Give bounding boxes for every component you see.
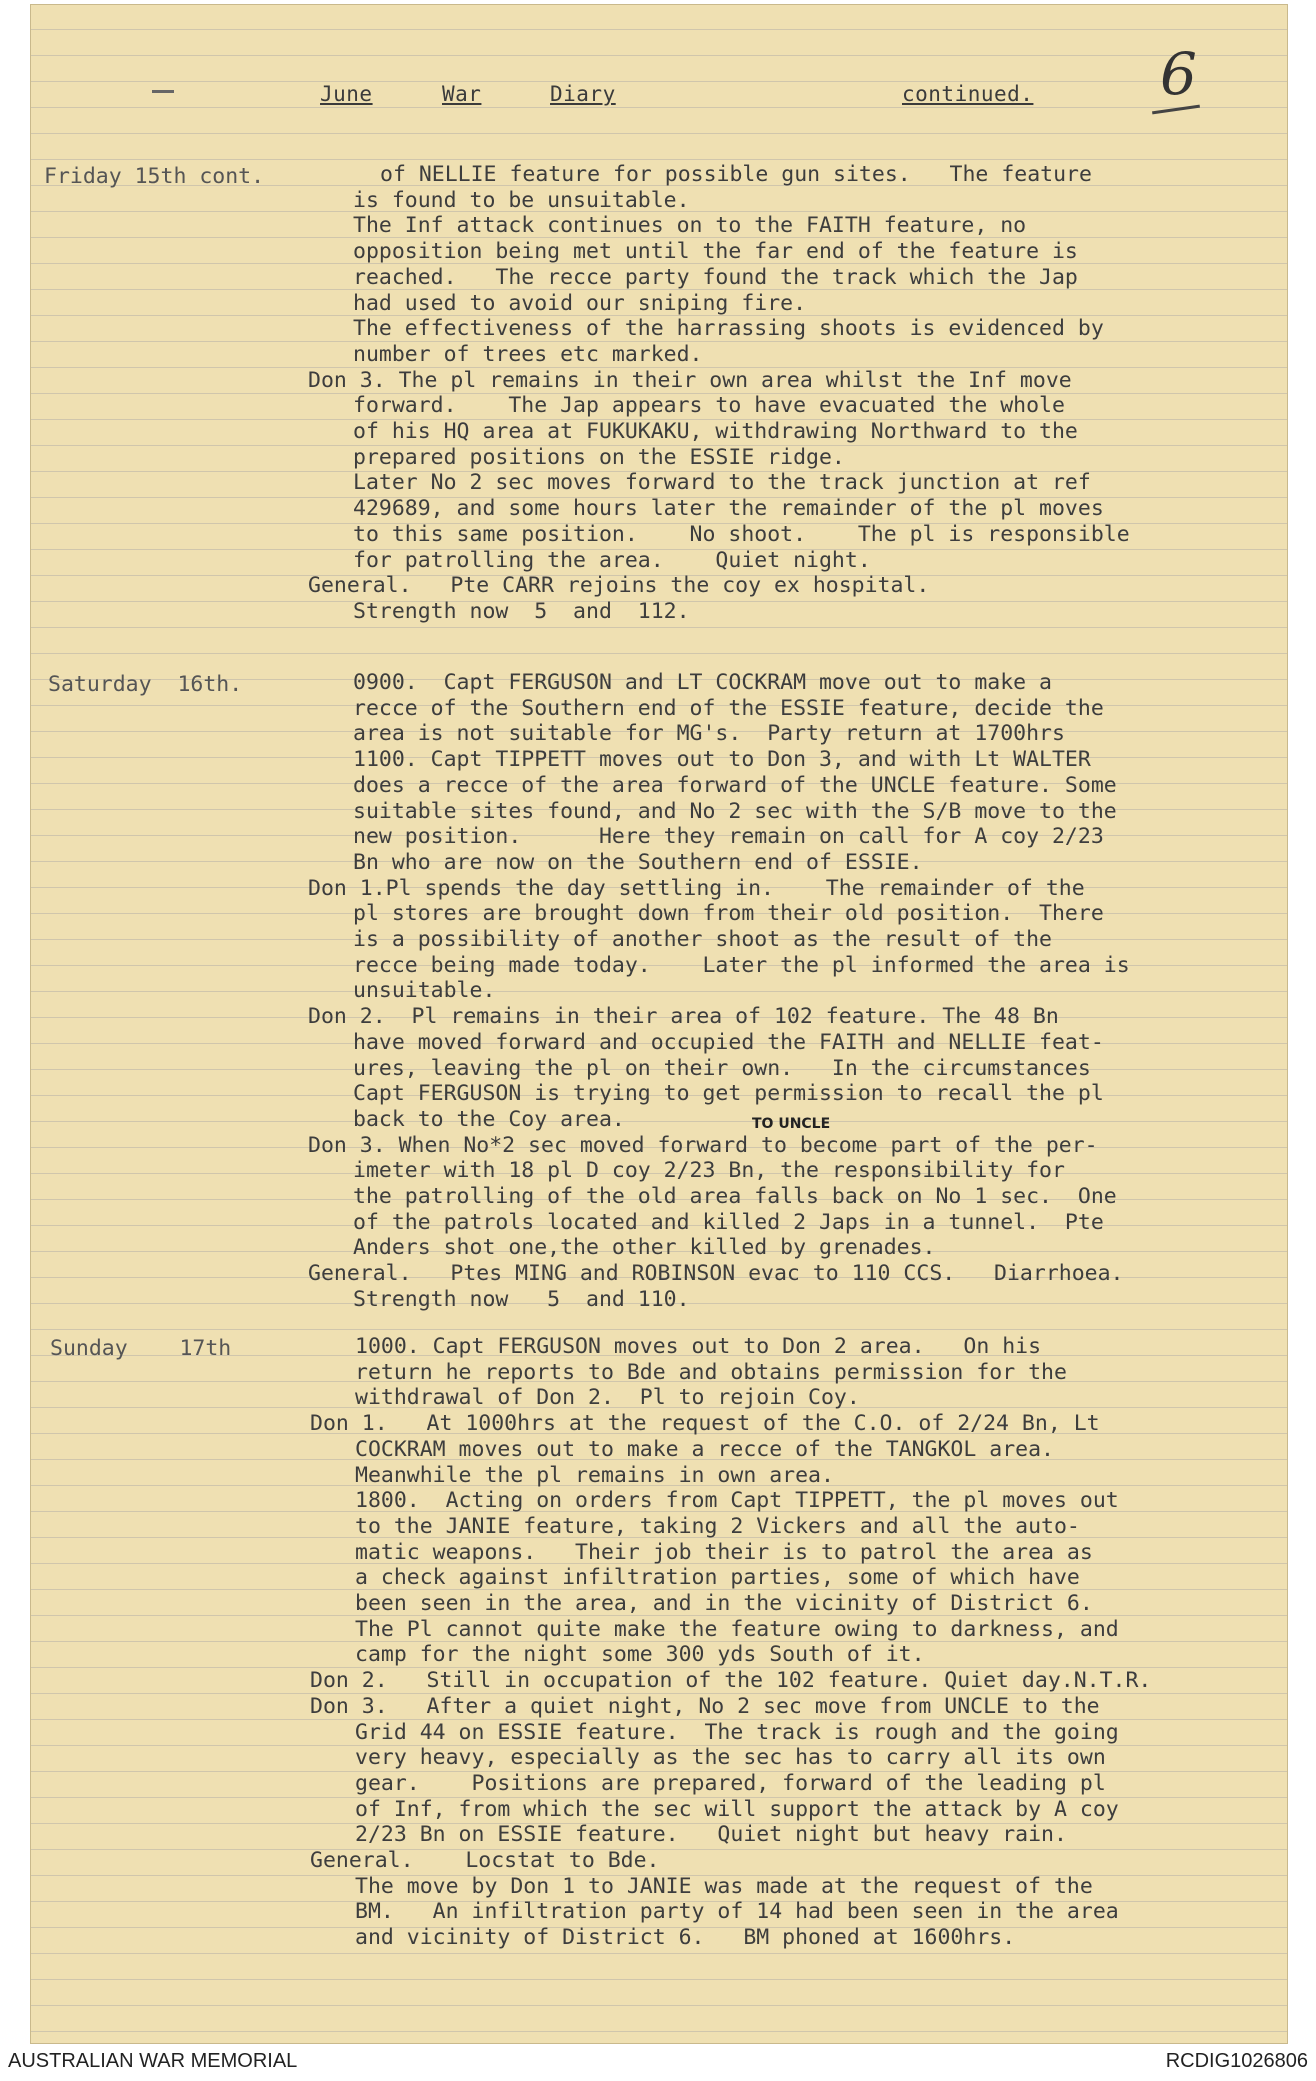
day-label-sunday: Sunday 17th bbox=[50, 1336, 232, 1361]
diary-line: the patrolling of the old area falls back on No 1 sec. One bbox=[353, 1184, 1117, 1209]
header-continued: continued. bbox=[902, 82, 1034, 106]
diary-line: a check against infiltration parties, some of which have bbox=[355, 1565, 1080, 1591]
day-label-saturday: Saturday 16th. bbox=[48, 672, 243, 697]
diary-line: withdrawal of Don 2. Pl to rejoin Coy. bbox=[355, 1385, 860, 1411]
diary-line: The Inf attack continues on to the FAITH feature, no bbox=[353, 213, 1027, 239]
diary-line: to the JANIE feature, taking 2 Vickers and all the auto- bbox=[355, 1513, 1080, 1539]
diary-line: ures, leaving the pl on their own. In the circumstances bbox=[353, 1055, 1091, 1081]
diary-line: suitable sites found, and No 2 sec with the S/B move to the bbox=[353, 798, 1117, 824]
diary-line: unsuitable. bbox=[353, 978, 496, 1004]
diary-line: Strength now 5 and 112. bbox=[353, 598, 690, 624]
header-war: War bbox=[442, 82, 482, 106]
diary-line: have moved forward and occupied the FAITH and NELLIE feat- bbox=[353, 1029, 1104, 1055]
diary-line: to this same position. No shoot. The pl is responsible bbox=[353, 521, 1130, 547]
margin-dash-mark bbox=[152, 90, 174, 93]
diary-line: COCKRAM moves out to make a recce of the TANGKOL area. bbox=[355, 1436, 1054, 1462]
diary-line: The move by Don 1 to JANIE was made at the request of the bbox=[355, 1873, 1093, 1899]
page-number: 6 bbox=[1160, 40, 1197, 108]
diary-line: 1800. Acting on orders from Capt TIPPETT, the pl moves out bbox=[355, 1488, 1119, 1514]
diary-line: and vicinity of District 6. BM phoned at 1600hrs. bbox=[355, 1925, 1016, 1951]
diary-line: of the patrols located and killed 2 Japs in a tunnel. Pte bbox=[353, 1209, 1104, 1235]
handwritten-annotation: TO UNCLE bbox=[752, 1116, 831, 1132]
diary-line: 1100. Capt TIPPETT moves out to Don 3, and with Lt WALTER bbox=[353, 747, 1091, 773]
diary-line: gear. Positions are prepared, forward of the leading pl bbox=[355, 1770, 1106, 1796]
diary-line: 429689, and some hours later the remainder of the pl moves bbox=[353, 496, 1104, 522]
diary-line: Meanwhile the pl remains in own area. bbox=[355, 1462, 834, 1488]
diary-line: recce of the Southern end of the ESSIE feature, decide the bbox=[353, 695, 1104, 721]
diary-line: Don 1.Pl spends the day settling in. The remainder of the bbox=[308, 875, 1085, 901]
diary-line: Anders shot one,the other killed by grenades. bbox=[353, 1235, 936, 1261]
header-diary: Diary bbox=[550, 82, 616, 106]
diary-line: imeter with 18 pl D coy 2/23 Bn, the responsibility for bbox=[353, 1158, 1065, 1184]
diary-line: Don 2. Still in occupation of the 102 feature. Quiet day.N.T.R. bbox=[310, 1668, 1152, 1694]
document-page bbox=[30, 4, 1288, 2044]
diary-line: does a recce of the area forward of the UNCLE feature. Some bbox=[353, 772, 1117, 798]
diary-line: General. Ptes MING and ROBINSON evac to 110 CCS. Diarrhoea. bbox=[308, 1261, 1124, 1287]
diary-line: Capt FERGUSON is trying to get permission to recall the pl bbox=[353, 1081, 1104, 1107]
diary-line: Later No 2 sec moves forward to the track junction at ref bbox=[353, 470, 1091, 496]
diary-line: 0900. Capt FERGUSON and LT COCKRAM move out to make a bbox=[353, 670, 1052, 695]
diary-line: matic weapons. Their job their is to patrol the area as bbox=[355, 1539, 1093, 1565]
diary-line: Don 3. When No*2 sec moved forward to become part of the per- bbox=[308, 1132, 1098, 1158]
day-label-friday: Friday 15th cont. bbox=[44, 164, 265, 189]
diary-line: recce being made today. Later the pl informed the area is bbox=[353, 952, 1130, 978]
diary-line: of NELLIE feature for possible gun sites. The feature bbox=[380, 162, 1092, 187]
footer-record-id: RCDIG1026806 bbox=[1165, 2050, 1308, 2072]
diary-line: Don 1. At 1000hrs at the request of the C.O. of 2/24 Bn, Lt bbox=[310, 1411, 1100, 1437]
diary-line: reached. The recce party found the track which the Jap bbox=[353, 264, 1078, 290]
diary-line: The Pl cannot quite make the feature owing to darkness, and bbox=[355, 1616, 1119, 1642]
diary-line: been seen in the area, and in the vicinity of District 6. bbox=[355, 1591, 1093, 1616]
diary-line: Grid 44 on ESSIE feature. The track is rough and the going bbox=[355, 1719, 1119, 1745]
diary-line: General. Pte CARR rejoins the coy ex hospital. bbox=[308, 573, 930, 599]
diary-line: Don 3. After a quiet night, No 2 sec move from UNCLE to the bbox=[310, 1693, 1100, 1719]
diary-line: opposition being met until the far end of the feature is bbox=[353, 239, 1078, 265]
diary-line: 1000. Capt FERGUSON moves out to Don 2 area. On his bbox=[355, 1334, 1042, 1359]
diary-line: The effectiveness of the harrassing shoots is evidenced by bbox=[353, 316, 1104, 342]
diary-line: camp for the night some 300 yds South of it. bbox=[355, 1642, 925, 1668]
diary-line: of his HQ area at FUKUKAKU, withdrawing Northward to the bbox=[353, 419, 1078, 444]
diary-line: back to the Coy area. bbox=[353, 1106, 625, 1132]
diary-line: had used to avoid our sniping fire. bbox=[353, 290, 807, 316]
war-diary-text bbox=[30, 4, 1288, 2044]
footer-archive-name: AUSTRALIAN WAR MEMORIAL bbox=[8, 2050, 298, 2072]
diary-line: number of trees etc marked. bbox=[353, 341, 703, 367]
diary-line: Strength now 5 and 110. bbox=[353, 1286, 690, 1312]
diary-line: return he reports to Bde and obtains permission for the bbox=[355, 1359, 1067, 1385]
diary-line: new position. Here they remain on call for A coy 2/23 bbox=[353, 824, 1104, 850]
diary-line: Don 3. The pl remains in their own area whilst the Inf move bbox=[308, 367, 1072, 393]
diary-line: BM. An infiltration party of 14 had been seen in the area bbox=[355, 1899, 1119, 1925]
diary-line: of Inf, from which the sec will support the attack by A coy bbox=[355, 1796, 1119, 1822]
header-june: June bbox=[320, 82, 373, 106]
diary-line: Bn who are now on the Southern end of ESSIE. bbox=[353, 849, 923, 875]
diary-line: forward. The Jap appears to have evacuated the whole bbox=[353, 393, 1065, 419]
diary-line: pl stores are brought down from their old position. There bbox=[353, 901, 1104, 927]
diary-line: 2/23 Bn on ESSIE feature. Quiet night but heavy rain. bbox=[355, 1822, 1067, 1848]
diary-line: General. Locstat to Bde. bbox=[310, 1848, 660, 1873]
diary-line: is a possibility of another shoot as the result of the bbox=[353, 927, 1052, 952]
diary-line: is found to be unsuitable. bbox=[353, 187, 690, 213]
diary-line: Don 2. Pl remains in their area of 102 feature. The 48 Bn bbox=[308, 1004, 1059, 1030]
diary-line: for patrolling the area. Quiet night. bbox=[353, 547, 871, 573]
diary-line: prepared positions on the ESSIE ridge. bbox=[353, 444, 845, 470]
diary-line: area is not suitable for MG's. Party return at 1700hrs bbox=[353, 721, 1065, 747]
diary-line: very heavy, especially as the sec has to carry all its own bbox=[355, 1745, 1106, 1771]
